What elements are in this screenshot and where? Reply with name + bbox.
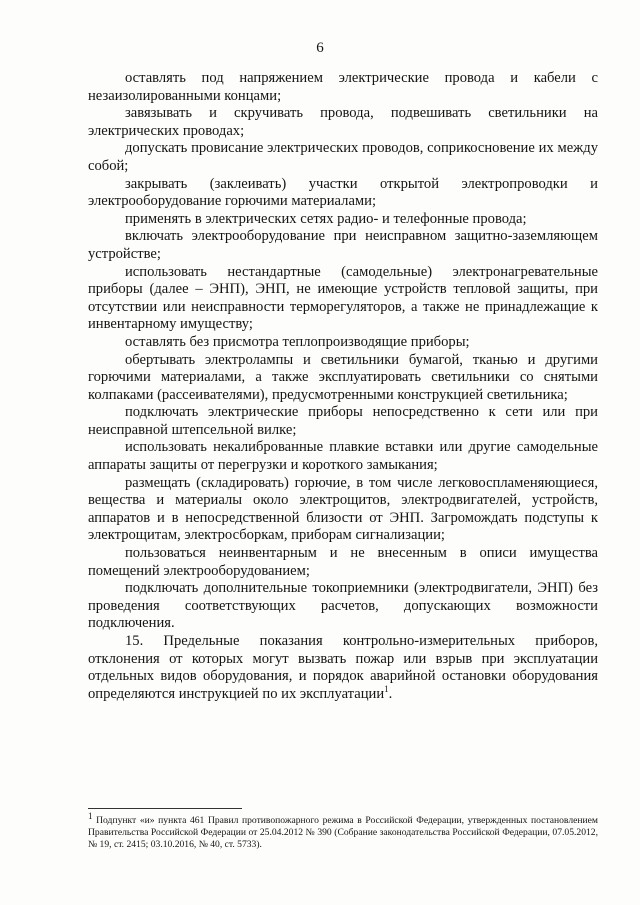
footnote	[88, 810, 598, 851]
paragraph: размещать (складировать) горючие, в том числе легковоспламеняющиеся, вещества и материалы около электрощитов, электродвигателей, устройств, аппаратов и в непосредственной близости от ЭНП. Загромождать подступы к электрощитам, электросборкам, приборам сигнализации;	[88, 474, 598, 544]
paragraph: закрывать (заклеивать) участки открытой электропроводки и электрооборудование горючими материалами;	[88, 175, 598, 210]
paragraph: использовать некалиброванные плавкие вставки или другие самодельные аппараты защиты от перегрузки и короткого замыкания;	[88, 439, 598, 474]
paragraph: подключать электрические приборы непосредственно к сети или при неисправной штепсельной вилке;	[88, 404, 598, 438]
paragraph: допускать провисание электрических проводов, соприкосновение их между собой;	[88, 140, 598, 174]
paragraph: применять в электрических сетях радио- и телефонные провода;	[125, 210, 527, 227]
paragraph: завязывать и скручивать провода, подвешивать светильники на электрических проводах;	[88, 105, 598, 139]
clause-15-text: 15. Предельные показания контрольно-измерительных приборов, отклонения от которых могут вызвать пожар или взрыв при эксплуатации отдельных видов оборудования, и порядок аварийной остановки оборудования определяются инструкцией по их эксплуатации	[88, 633, 598, 702]
paragraph: оставлять под напряжением электрические провода и кабели с незаизолированными концами;	[88, 70, 598, 104]
paragraph: включать электрооборудование при неисправном защитно-заземляющем устройстве;	[88, 228, 598, 262]
footnote-reference[interactable]: 1	[384, 683, 389, 694]
footnote-text: Подпункт «и» пункта 461 Правил противопожарного режима в Российской Федерации, утвержденных постановлением Правительства Российской Федерации от 25.04.2012 № 390 (Собрание законодательства Российской Федерации, 07.05.2012, № 19, ст. 2415; 03.10.2016, № 40, ст. 5733).	[88, 815, 598, 850]
footnote-divider	[88, 808, 242, 809]
footnote-marker: 1	[88, 810, 93, 821]
paragraph: подключать дополнительные токоприемники (электродвигатели, ЭНП) без проведения соответствующих расчетов, допускающих возможности подключения.	[88, 580, 598, 632]
clause-15	[88, 633, 598, 703]
paragraph: оставлять без присмотра теплопроизводящие приборы;	[125, 333, 470, 350]
paragraph: пользоваться неинвентарным и не внесенным в описи имущества помещений электрооборудованием;	[88, 545, 598, 579]
paragraph: обертывать электролампы и светильники бумагой, тканью и другими горючими материалами, а также эксплуатировать светильники со снятыми колпаками (рассеивателями), предусмотренными конструкцией светильника;	[88, 351, 598, 403]
page-number: 6	[316, 40, 324, 56]
paragraph: использовать нестандартные (самодельные) электронагревательные приборы (далее – ЭНП), ЭНП, не имеющие устройств тепловой защиты, при отсутствии или неисправности терморегуляторов, а также не принадлежащие к инвентарному имуществу;	[88, 263, 598, 333]
document-body	[88, 70, 598, 703]
clause-15-end: .	[388, 685, 393, 702]
